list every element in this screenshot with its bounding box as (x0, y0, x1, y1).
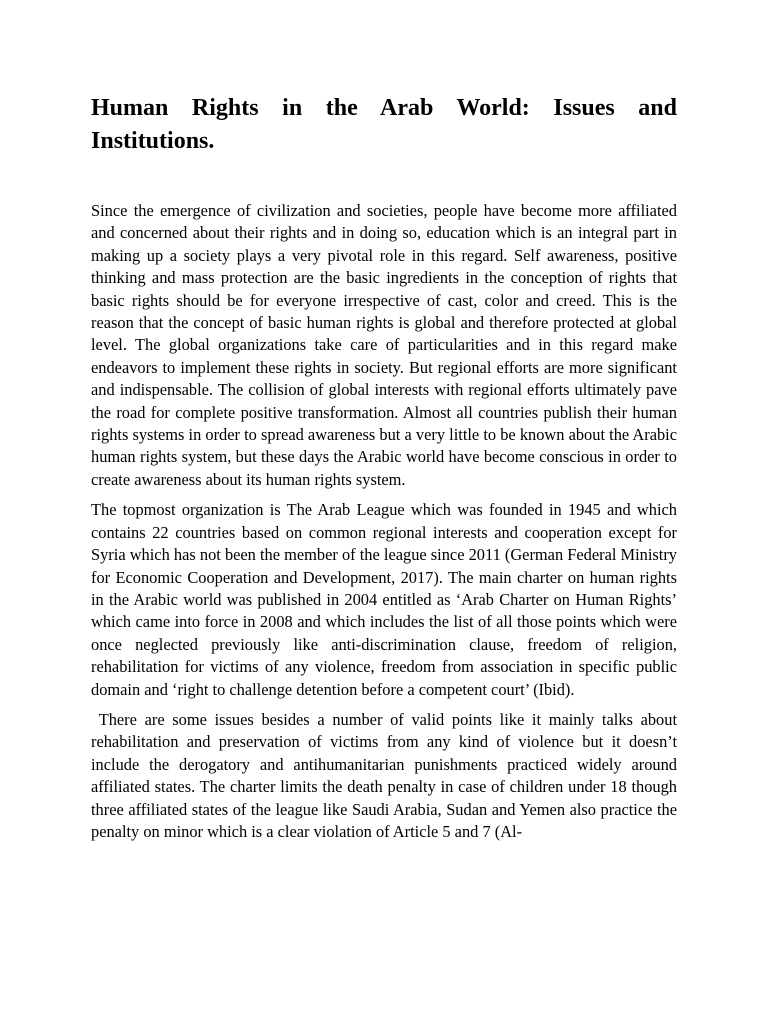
document-page (91, 92, 682, 843)
paragraph-issues: There are some issues besides a number of valid points like it mainly talks about rehabilitation and preservation of victims from any kind of violence but it doesn’t include the derogatory and antihumanitarian punishments practiced widely around affiliated states. The charter limits the death penalty in case of children under 18 though three affiliated states of the league like Saudi Arabia, Sudan and Yemen also practice the penalty on minor which is a clear violation of Article 5 and 7 (Al- (91, 709, 682, 841)
paragraph-intro: Since the emergence of civilization and societies, people have become more affiliated and concerned about their rights and in doing so, education which is an integral part in making up a society plays a very pivotal role in this regard. Self awareness, positive thinking and mass protection are the basic ingredients in the conception of rights that basic rights should be for everyone irrespective of cast, color and creed. This is the reason that the concept of basic human rights is global and therefore protected at global level. The global organizations take care of particularities and in this regard make endeavors to implement these rights in society. But regional efforts are more significant and indispensable. The collision of global interests with regional efforts ultimately pave the road for complete positive transformation. Almost all countries publish their human rights systems in order to spread awareness but a very little to be known about the Arabic human rights system, but these days the Arabic world have become conscious in order to create awareness about its human rights system. (91, 201, 677, 489)
document-title: Human Rights in the Arab World: Issues and Institutions. (91, 95, 677, 154)
paragraph-arab-league: The topmost organization is The Arab League which was founded in 1945 and which contains 22 countries based on common regional interests and cooperation except for Syria which has not been the member of the league since 2011 (German Federal Ministry for Economic Cooperation and Development, 2017). The main charter on human rights in the Arabic world was published in 2004 entitled as ‘Arab Charter on Human Rights’ which came into force in 2008 and which includes the list of all those points which were once neglected previously like anti-discrimination clause, freedom of religion, rehabilitation for victims of any violence, freedom from association in specific public domain and ‘right to challenge detention before a competent court’ (Ibid). (91, 500, 677, 699)
